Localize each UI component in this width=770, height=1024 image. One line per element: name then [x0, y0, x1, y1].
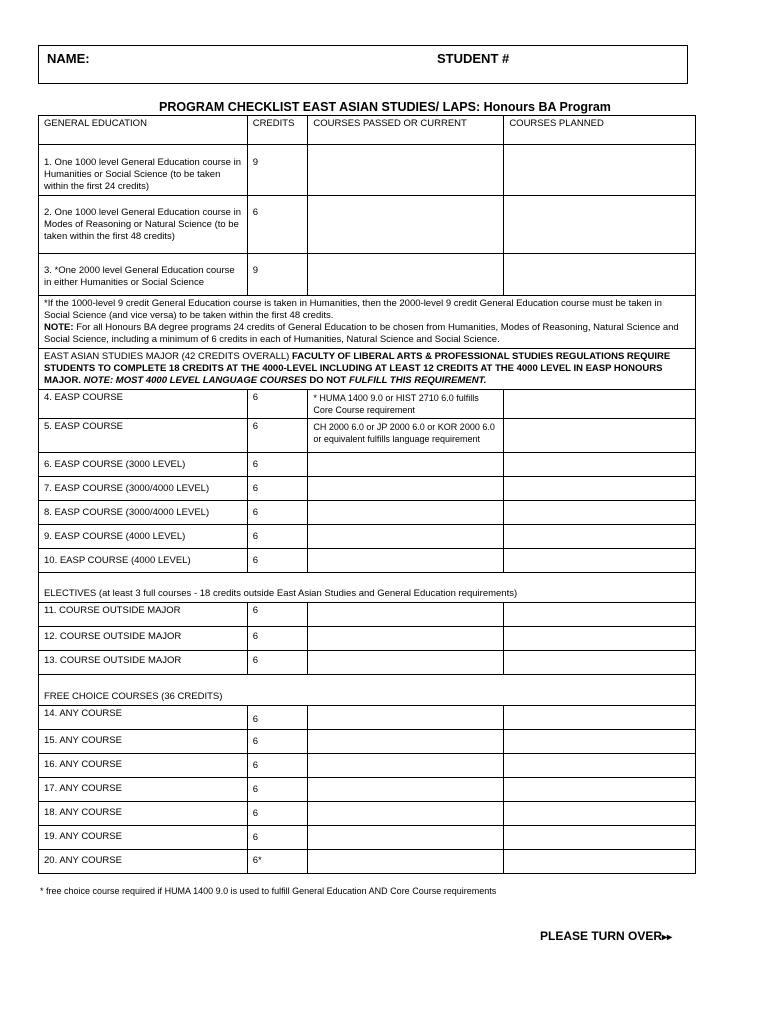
major-course-credits: 6	[247, 390, 308, 419]
table-row	[39, 802, 696, 826]
courses-passed-cell[interactable]	[308, 453, 504, 477]
free-choice-credits: 6*	[247, 850, 308, 874]
courses-planned-cell[interactable]	[504, 254, 696, 296]
major-note-2: DO NOT	[306, 375, 349, 386]
electives-heading-row	[39, 573, 696, 603]
major-course-credits: 6	[247, 419, 308, 453]
courses-passed-cell[interactable]	[308, 651, 504, 675]
col-header-general-education: GENERAL EDUCATION	[39, 116, 248, 145]
electives-heading: ELECTIVES (at least 3 full courses - 18 credits outside East Asian Studies and General Education requirements)	[39, 573, 696, 603]
major-course-label: 10. EASP COURSE (4000 LEVEL)	[39, 549, 248, 573]
table-row	[39, 254, 696, 296]
gen-ed-credits: 9	[247, 254, 308, 296]
table-header-row	[39, 116, 696, 145]
free-choice-credits: 6	[247, 730, 308, 754]
courses-planned-cell[interactable]	[504, 419, 696, 453]
major-course-label: 8. EASP COURSE (3000/4000 LEVEL)	[39, 501, 248, 525]
major-course-credits: 6	[247, 549, 308, 573]
courses-planned-cell[interactable]	[504, 651, 696, 675]
free-choice-label: 20. ANY COURSE	[39, 850, 248, 874]
courses-planned-cell[interactable]	[504, 145, 696, 196]
courses-passed-cell[interactable]	[308, 254, 504, 296]
courses-passed-cell[interactable]	[308, 850, 504, 874]
free-choice-credits: 6	[247, 778, 308, 802]
courses-passed-cell[interactable]	[308, 549, 504, 573]
table-row	[39, 850, 696, 874]
name-label: NAME:	[47, 51, 90, 66]
col-header-courses-planned: COURSES PLANNED	[504, 116, 696, 145]
table-row	[39, 453, 696, 477]
courses-passed-cell[interactable]	[308, 477, 504, 501]
elective-label: 13. COURSE OUTSIDE MAJOR	[39, 651, 248, 675]
table-row	[39, 706, 696, 730]
courses-passed-cell[interactable]	[308, 826, 504, 850]
major-course-credits: 6	[247, 501, 308, 525]
gen-ed-credits: 9	[247, 145, 308, 196]
free-choice-label: 19. ANY COURSE	[39, 826, 248, 850]
free-choice-label: 14. ANY COURSE	[39, 706, 248, 730]
elective-credits: 6	[247, 627, 308, 651]
major-course-label: 7. EASP COURSE (3000/4000 LEVEL)	[39, 477, 248, 501]
student-number-label: STUDENT #	[437, 51, 510, 66]
table-row	[39, 477, 696, 501]
free-choice-credits: 6	[247, 706, 308, 730]
table-row	[39, 603, 696, 627]
gen-ed-label: 3. *One 2000 level General Education course in either Humanities or Social Science	[39, 254, 248, 296]
table-row	[39, 419, 696, 453]
courses-passed-cell[interactable]	[308, 730, 504, 754]
courses-passed-cell[interactable]	[308, 145, 504, 196]
courses-planned-cell[interactable]	[504, 549, 696, 573]
courses-planned-cell[interactable]	[504, 706, 696, 730]
free-choice-label: 15. ANY COURSE	[39, 730, 248, 754]
courses-planned-cell[interactable]	[504, 826, 696, 850]
courses-passed-cell[interactable]	[308, 778, 504, 802]
table-row	[39, 501, 696, 525]
major-heading-row	[39, 349, 696, 390]
courses-planned-cell[interactable]	[504, 730, 696, 754]
courses-passed-cell[interactable]	[308, 196, 504, 254]
courses-passed-cell[interactable]	[308, 706, 504, 730]
courses-planned-cell[interactable]	[504, 196, 696, 254]
table-row	[39, 196, 696, 254]
footnote: * free choice course required if HUMA 1400 9.0 is used to fulfill General Education AND Core Course requirements	[40, 886, 497, 896]
major-heading-text: EAST ASIAN STUDIES MAJOR (42 CREDITS OVERALL)	[44, 351, 292, 362]
table-row	[39, 145, 696, 196]
table-row	[39, 627, 696, 651]
courses-planned-cell[interactable]	[504, 453, 696, 477]
free-choice-heading-row	[39, 675, 696, 706]
gen-ed-footnote: *If the 1000-level 9 credit General Education course is taken in Humanities, then the 2000-level 9 credit General Education course must be taken in Social Science (and vice versa) to be taken within the first 48 credits.	[44, 298, 662, 321]
major-course-label: 4. EASP COURSE	[39, 390, 248, 419]
courses-planned-cell[interactable]	[504, 850, 696, 874]
courses-passed-cell[interactable]: CH 2000 6.0 or JP 2000 6.0 or KOR 2000 6.0 or equivalent fulfills language requirement	[308, 419, 504, 453]
gen-ed-label: 2. One 1000 level General Education course in Modes of Reasoning or Natural Science (to be taken within the first 48 credits)	[39, 196, 248, 254]
major-course-credits: 6	[247, 477, 308, 501]
gen-ed-note	[39, 296, 696, 349]
courses-passed-cell[interactable]: * HUMA 1400 9.0 or HIST 2710 6.0 fulfills Core Course requirement	[308, 390, 504, 419]
free-choice-credits: 6	[247, 754, 308, 778]
courses-planned-cell[interactable]	[504, 754, 696, 778]
courses-planned-cell[interactable]	[504, 627, 696, 651]
major-note-3: FULFILL THIS REQUIREMENT.	[348, 375, 487, 386]
note-label: NOTE:	[44, 322, 74, 333]
double-arrow-right-icon: ▸▸	[662, 932, 673, 943]
free-choice-heading: FREE CHOICE COURSES (36 CREDITS)	[39, 675, 696, 706]
table-row	[39, 778, 696, 802]
elective-credits: 6	[247, 603, 308, 627]
free-choice-credits: 6	[247, 826, 308, 850]
table-row	[39, 525, 696, 549]
major-heading	[39, 349, 696, 390]
gen-ed-note-row	[39, 296, 696, 349]
courses-passed-cell[interactable]	[308, 627, 504, 651]
note-text: For all Honours BA degree programs 24 credits of General Education to be chosen from Humanities, Modes of Reasoning, Natural Science and Social Science, including a minimum of 6 credits in each of Humanities, Natural Science and Social Science.	[44, 322, 679, 345]
gen-ed-label: 1. One 1000 level General Education course in Humanities or Social Science (to be taken within the first 24 credits)	[39, 145, 248, 196]
free-choice-label: 17. ANY COURSE	[39, 778, 248, 802]
courses-planned-cell[interactable]	[504, 390, 696, 419]
major-course-credits: 6	[247, 525, 308, 549]
major-course-label: 9. EASP COURSE (4000 LEVEL)	[39, 525, 248, 549]
elective-credits: 6	[247, 651, 308, 675]
table-row	[39, 651, 696, 675]
table-row	[39, 754, 696, 778]
table-row	[39, 390, 696, 419]
checklist-table	[38, 115, 696, 874]
table-row	[39, 549, 696, 573]
table-row	[39, 826, 696, 850]
courses-passed-cell[interactable]	[308, 802, 504, 826]
elective-label: 12. COURSE OUTSIDE MAJOR	[39, 627, 248, 651]
major-course-label: 5. EASP COURSE	[39, 419, 248, 453]
table-row	[39, 730, 696, 754]
name-student-box	[38, 45, 688, 84]
major-course-label: 6. EASP COURSE (3000 LEVEL)	[39, 453, 248, 477]
courses-planned-cell[interactable]	[504, 603, 696, 627]
courses-planned-cell[interactable]	[504, 525, 696, 549]
courses-planned-cell[interactable]	[504, 477, 696, 501]
courses-passed-cell[interactable]	[308, 754, 504, 778]
courses-planned-cell[interactable]	[504, 778, 696, 802]
courses-planned-cell[interactable]	[504, 501, 696, 525]
major-course-credits: 6	[247, 453, 308, 477]
courses-passed-cell[interactable]	[308, 603, 504, 627]
turn-over-label: PLEASE TURN OVER	[540, 929, 663, 943]
elective-label: 11. COURSE OUTSIDE MAJOR	[39, 603, 248, 627]
courses-passed-cell[interactable]	[308, 501, 504, 525]
free-choice-credits: 6	[247, 802, 308, 826]
major-note-1: NOTE: MOST 4000 LEVEL LANGUAGE COURSES	[83, 375, 307, 386]
gen-ed-credits: 6	[247, 196, 308, 254]
free-choice-label: 16. ANY COURSE	[39, 754, 248, 778]
please-turn-over	[540, 929, 672, 943]
courses-passed-cell[interactable]	[308, 525, 504, 549]
major-regulations-text: FACULTY OF LIBERAL ARTS & PROFESSIONAL STUDIES REGULATIONS REQUIRE STUDENTS TO COMPLETE 18 CREDITS AT THE 4000-LEVEL INCLUDING AT LEAST 12 CREDITS AT THE 4000 LEVEL IN EASP HONOURS MAJOR.	[44, 351, 671, 386]
col-header-courses-passed: COURSES PASSED OR CURRENT	[308, 116, 504, 145]
free-choice-label: 18. ANY COURSE	[39, 802, 248, 826]
page-title: PROGRAM CHECKLIST EAST ASIAN STUDIES/ LAPS: Honours BA Program	[159, 100, 611, 114]
courses-planned-cell[interactable]	[504, 802, 696, 826]
col-header-credits: CREDITS	[247, 116, 308, 145]
